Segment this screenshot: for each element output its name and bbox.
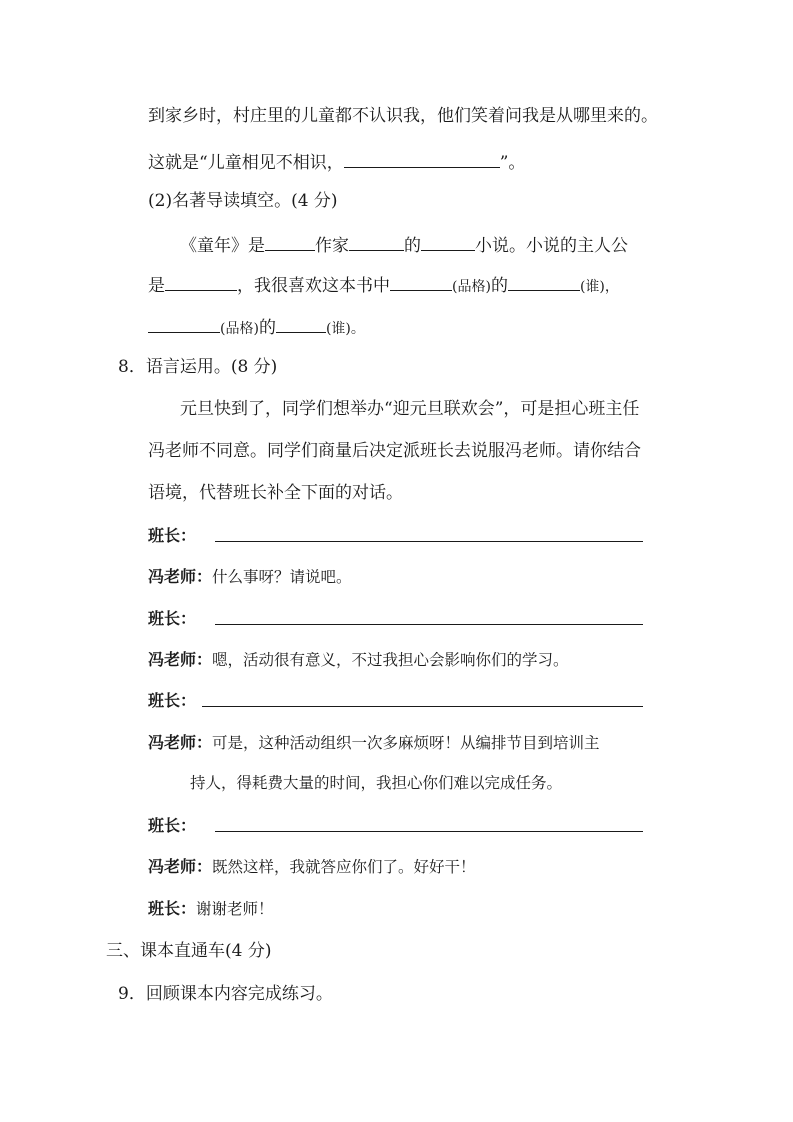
text-segment: 小说。小说的主人公	[475, 236, 628, 256]
text-segment: 的	[490, 276, 508, 296]
monitor-label: 班长：	[148, 609, 197, 628]
q8-para-line-1: 元旦快到了，同学们想举办“迎元旦联欢会”，可是担心班主任	[180, 399, 640, 419]
text-segment: 《童年》是	[180, 236, 265, 256]
q8-title: 8．语言运用。(8 分)	[118, 357, 278, 377]
q9-title: 9．回顾课本内容完成练习。	[118, 984, 333, 1004]
q7-2-line-1	[180, 234, 628, 257]
q7-2-line-2	[148, 274, 619, 298]
answer-blank[interactable]	[165, 274, 237, 291]
monitor-answer-line-2[interactable]	[215, 608, 643, 625]
text-segment: ，我很喜欢这本书中	[237, 276, 390, 296]
monitor-label: 班长：	[148, 816, 197, 835]
text-segment: 是	[148, 276, 165, 296]
q8-para-line-2: 冯老师不同意。同学们商量后决定派班长去说服冯老师。请你结合	[148, 441, 641, 461]
answer-blank[interactable]	[349, 234, 404, 251]
poem-line-2	[148, 151, 525, 174]
monitor-label: 班长：	[148, 526, 197, 545]
q8-para-line-3: 语境，代替班长补全下面的对话。	[148, 483, 403, 503]
teacher-line: 什么事呀？请说吧。	[212, 568, 352, 586]
dialogue-monitor-final	[148, 898, 274, 920]
poem-line-1: 到家乡时，村庄里的儿童都不认识我，他们笑着问我是从哪里来的。	[148, 106, 658, 126]
teacher-label: 冯老师：	[148, 733, 213, 752]
q7-2-line-3	[148, 316, 365, 340]
monitor-answer-line-3[interactable]	[202, 690, 643, 707]
monitor-label: 班长：	[148, 691, 197, 710]
answer-blank[interactable]	[344, 151, 500, 168]
monitor-answer-line-4[interactable]	[215, 815, 643, 832]
teacher-label: 冯老师：	[148, 650, 213, 669]
answer-blank[interactable]	[265, 234, 315, 251]
poem-line-2-suffix: ”。	[499, 153, 526, 173]
text-segment: (谁)，	[579, 279, 619, 295]
answer-blank[interactable]	[508, 274, 580, 291]
answer-blank[interactable]	[390, 274, 452, 291]
answer-blank[interactable]	[421, 234, 475, 251]
answer-blank[interactable]	[276, 316, 326, 333]
answer-blank[interactable]	[148, 316, 220, 333]
dialogue-teacher-2	[148, 649, 569, 671]
poem-line-2-prefix: 这就是“儿童相见不相识，	[148, 153, 344, 173]
text-segment: (品格)	[452, 279, 491, 295]
text-segment: 作家	[315, 236, 349, 256]
dialogue-teacher-3-cont: 持人，得耗费大量的时间，我担心你们难以完成任务。	[190, 774, 563, 792]
dialogue-teacher-4	[148, 856, 476, 878]
monitor-answer-line-1[interactable]	[215, 525, 643, 542]
teacher-line: 嗯，活动很有意义，不过我担心会影响你们的学习。	[212, 651, 569, 669]
dialogue-teacher-3	[148, 732, 600, 754]
text-segment: (品格)	[220, 321, 259, 337]
text-segment: (谁)。	[325, 321, 365, 337]
dialogue-teacher-1	[148, 566, 352, 588]
section-3-title: 三、课本直通车(4 分)	[106, 941, 272, 961]
teacher-label: 冯老师：	[148, 857, 213, 876]
monitor-label: 班长：	[148, 899, 197, 918]
monitor-line: 谢谢老师！	[196, 900, 274, 918]
teacher-line: 既然这样，我就答应你们了。好好干！	[212, 858, 476, 876]
teacher-line: 可是，这种活动组织一次多麻烦呀！从编排节目到培训主	[212, 734, 600, 752]
text-segment: 的	[258, 318, 276, 338]
teacher-label: 冯老师：	[148, 567, 213, 586]
text-segment: 的	[404, 236, 421, 256]
q7-2-title: (2)名著导读填空。(4 分)	[148, 191, 338, 211]
